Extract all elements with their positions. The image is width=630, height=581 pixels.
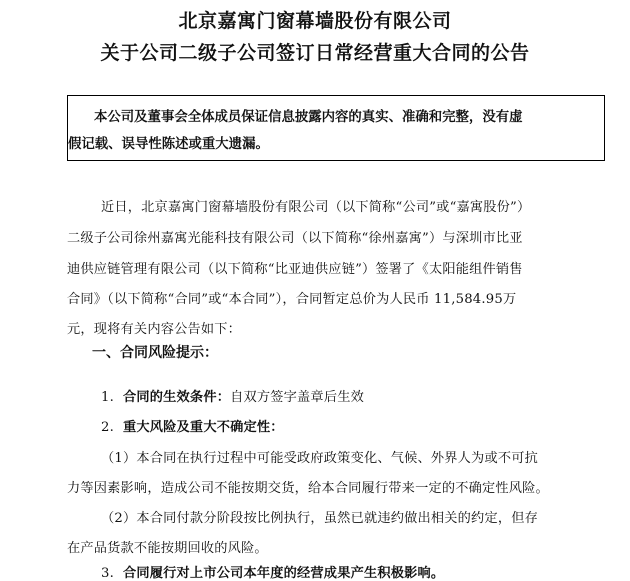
item-number: 2.: [101, 420, 114, 435]
company-name: 北京嘉寓门窗幕墙股份有限公司: [178, 10, 452, 32]
risk-para-2-line-2: 在产品货款不能按期回收的风险。: [67, 541, 268, 556]
item-text: 自双方签字盖章后生效: [230, 390, 364, 405]
item-number: 1.: [101, 390, 114, 405]
intro-line-1: 近日，北京嘉寓门窗幕墙股份有限公司（以下简称“公司”或“嘉寓股份”）: [101, 200, 531, 215]
risk-para-1-line-2: 力等因素影响，造成公司不能按期交货，给本合同履行带来一定的不确定性风险。: [67, 481, 549, 496]
intro-line-2: 二级子公司徐州嘉寓光能科技有限公司（以下简称“徐州嘉寓”）与深圳市比亚: [67, 231, 523, 246]
risk-para-2-line-1: （2）本合同付款分阶段按比例执行，虽然已就违约做出相关的约定，但存: [101, 511, 538, 526]
section-heading-risk: 一、合同风险提示：: [92, 345, 218, 361]
item-label: 合同履行对上市公司本年度的经营成果产生积极影响。: [123, 566, 445, 581]
item-label: 重大风险及重大不确定性：: [123, 420, 284, 435]
intro-line-5: 元，现将有关内容公告如下：: [67, 322, 242, 337]
item-major-risk: [101, 416, 284, 435]
item-number: 3.: [101, 566, 114, 581]
item-positive-impact: [101, 562, 444, 581]
item-effective-conditions: [101, 386, 364, 405]
page-title: 关于公司二级子公司签订日常经营重大合同的公告: [100, 42, 530, 64]
disclaimer-box: [67, 95, 605, 161]
disclaimer-line-2: 假记载、误导性陈述或重大遗漏。: [68, 137, 269, 152]
intro-line-3: 迪供应链管理有限公司（以下简称“比亚迪供应链”）签署了《太阳能组件销售: [67, 262, 523, 277]
risk-para-1-line-1: （1）本合同在执行过程中可能受政府政策变化、气候、外界人为或不可抗: [101, 451, 538, 466]
intro-line-4: 合同》（以下简称“合同”或“本合同”），合同暂定总价为人民币 11,584.95万: [67, 292, 517, 307]
item-label: 合同的生效条件：: [123, 390, 231, 405]
disclaimer-line-1: 本公司及董事会全体成员保证信息披露内容的真实、准确和完整，没有虚: [94, 110, 523, 125]
